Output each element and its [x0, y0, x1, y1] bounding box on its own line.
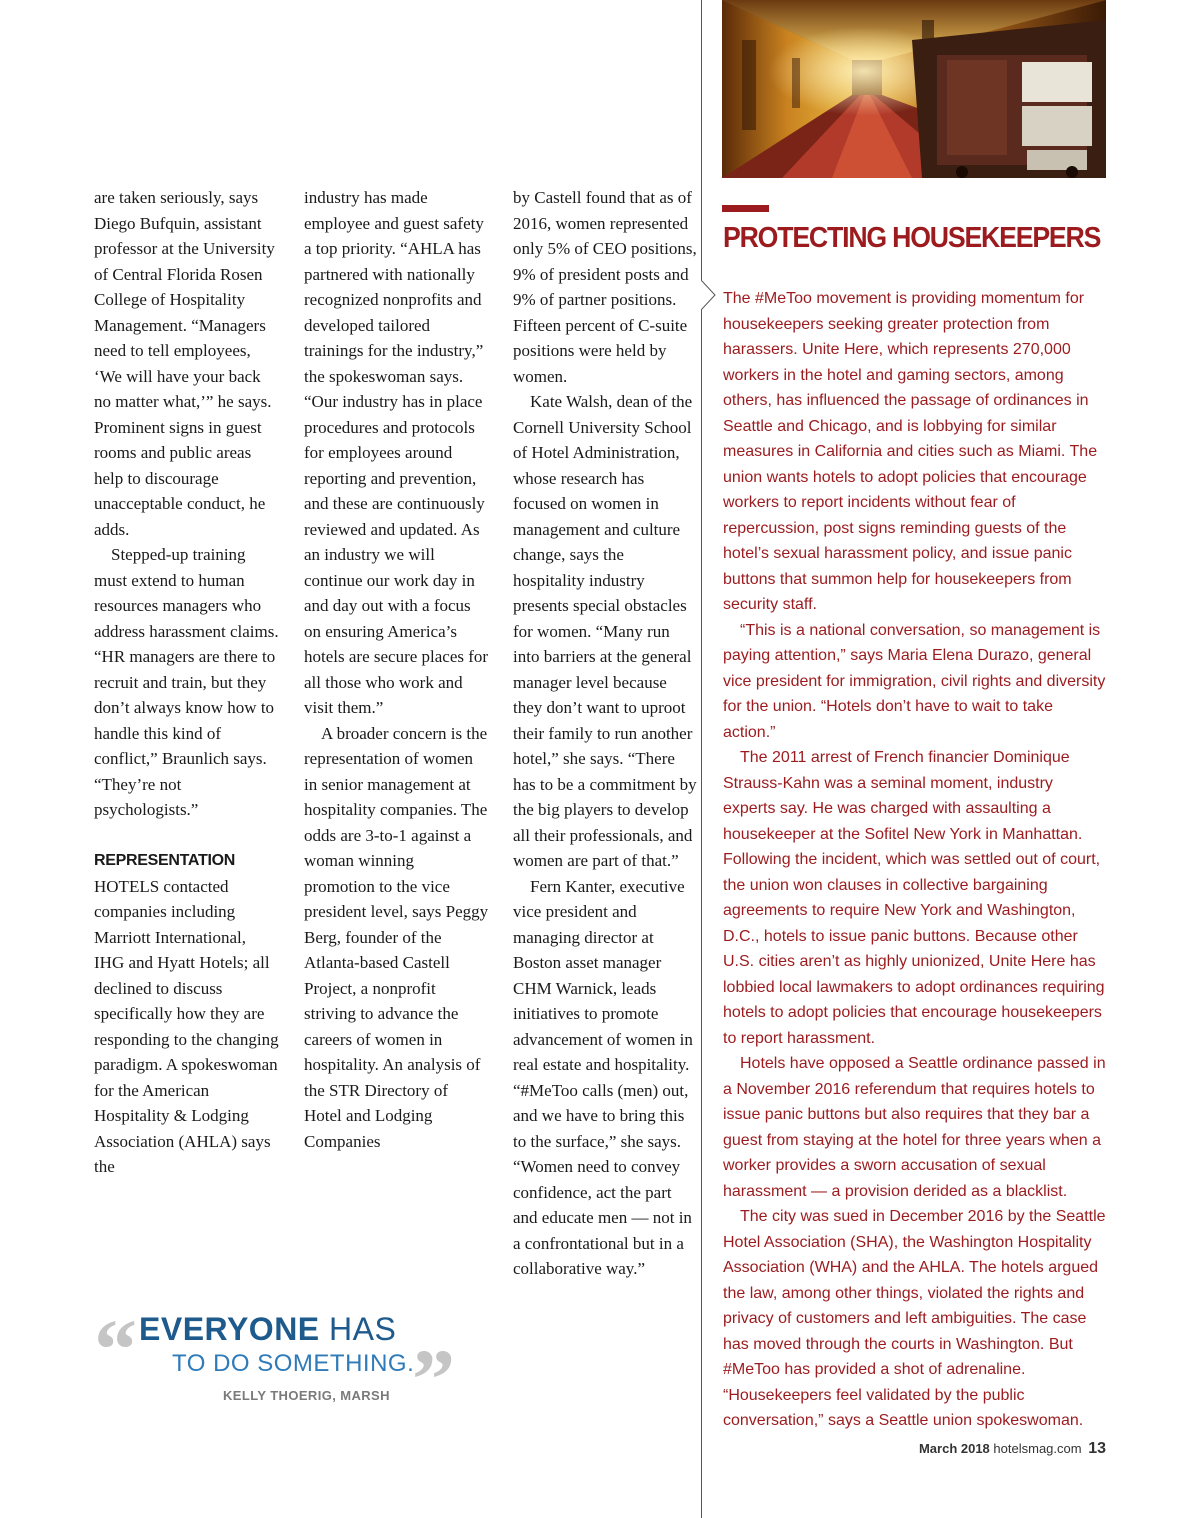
pull-quote-line-1-rest: HAS — [319, 1311, 397, 1347]
article-column-2 — [304, 185, 489, 1154]
divider-chevron — [701, 280, 717, 310]
close-quote-mark: ” — [412, 1331, 455, 1427]
body-paragraph: HOTELS contacted companies including Marriott International, IHG and Hyatt Hotels; all declined to discuss specifically how they are responding to the changing paradigm. A spokeswoman for the American Hospitality & Lodging Association (AHLA) says the — [94, 876, 279, 1176]
hotel-hallway-photo — [722, 0, 1106, 178]
pull-quote-attribution: KELLY THOERIG, MARSH — [223, 1388, 390, 1403]
page-number: 13 — [1088, 1440, 1106, 1457]
sidebar-paragraph: Hotels have opposed a Seattle ordinance passed in a November 2016 referendum that requires hotels to issue panic buttons but also requires that they bar a guest from staying at the hotel for three years when a worker provides a sworn accusation of sexual harassment — a provision derided as a blacklist. — [723, 1055, 1106, 1200]
sidebar-paragraph: The city was sued in December 2016 by the Seattle Hotel Association (SHA), the Washington Hospitality Association (WHA) and the AHLA. The hotels argued the law, among other things, violated the rights and privacy of customers and left ambiguities. The case has moved through the courts in Washington. But #MeToo has provided a shot of adrenaline. “Housekeepers feel validated by the public conversation,” says a Seattle union spokeswoman. — [723, 1208, 1106, 1429]
pull-quote-line-2: TO DO SOMETHING. — [172, 1350, 415, 1377]
site-url: hotelsmag.com — [993, 1441, 1082, 1456]
body-paragraph: Stepped-up training must extend to human resources managers who address harassment claims. “HR managers are there to recruit and train, but they don’t always know how to handle this kind of conflict,” Braunlich says. “They’re not psychologists.” — [94, 545, 279, 819]
open-quote-mark: “ — [94, 1301, 137, 1397]
body-paragraph: A broader concern is the representation of women in senior management at hospitality companies. The odds are 3-to-1 against a woman winning promotion to the vice president level, says Peggy Berg, founder of the Atlanta-based Castell Project, a nonprofit striving to advance the careers of women in hospitality. An analysis of the STR Directory of Hotel and Lodging Companies — [304, 723, 489, 1151]
issue-date: March 2018 — [918, 1441, 990, 1456]
body-paragraph: by Castell found that as of 2016, women represented only 5% of CEO positions, 9% of president posts and 9% of partner positions. Fifteen percent of C-suite positions were held by women. — [513, 188, 697, 386]
article-column-3 — [513, 185, 698, 1282]
body-paragraph: industry has made employee and guest safety a top priority. “AHLA has partnered with nationally recognized nonprofits and developed tailored trainings for the industry,” the spokeswoman says. “Our industry has in place procedures and protocols for employees around reporting and prevention, and these are continuously reviewed and updated. As an industry we will continue our work day in and day out with a focus on ensuring America’s hotels are secure places for all those who work and visit them.” — [304, 188, 489, 717]
sidebar-paragraph: The 2011 arrest of French financier Dominique Strauss-Kahn was a seminal moment, industry experts say. He was charged with assaulting a housekeeper at the Sofitel New York in Manhattan. Following the incident, which was settled out of court, the union won clauses in collective bargaining agreements to require New York and Washington, D.C., hotels to issue panic buttons. Because other U.S. cities aren’t as highly unionized, Unite Here has lobbied local lawmakers to adopt ordinances requiring hotels to adopt policies that encourage housekeepers to report harassment. — [723, 749, 1105, 1047]
page-footer — [919, 1440, 1106, 1458]
body-paragraph: Kate Walsh, dean of the Cornell University School of Hotel Administration, whose research has focused on women in management and culture change, says the hospitality industry presents special obstacles for women. “Many run into barriers at the general manager level because they don’t want to uproot their family to run another hotel,” she says. “There has to be a commitment by the big players to develop all their professionals, and women are part of that.” — [513, 392, 697, 870]
body-paragraph: are taken seriously, says Diego Bufquin, assistant professor at the University of Central Florida Rosen College of Hospitality Management. “Managers need to tell employees, ‘We will have your back no matter what,’” he says. Prominent signs in guest rooms and public areas help to discourage unacceptable conduct, he adds. — [94, 188, 275, 539]
sidebar-paragraph: The #MeToo movement is providing momentum for housekeepers seeking greater protection from harassers. Unite Here, which represents 270,000 workers in the hotel and gaming sectors, among others, has influenced the passage of ordinances in Seattle and Chicago, and is lobbying for similar measures in California and cities such as Miami. The union wants hotels to adopt policies that encourage workers to report incidents without fear of repercussion, post signs reminding guests of the hotel’s sexual harassment policy, and issue panic buttons that summon help for housekeepers from security staff. — [723, 290, 1098, 613]
sidebar-body — [723, 286, 1108, 1434]
sidebar-title: PROTECTING HOUSEKEEPERS — [723, 222, 1101, 254]
column-divider — [701, 0, 702, 1518]
pull-quote-line-1 — [139, 1310, 396, 1348]
sidebar-accent-rule — [722, 205, 769, 212]
sidebar-paragraph: “This is a national conversation, so management is paying attention,” says Maria Elena Durazo, general vice president for immigration, civil rights and diversity for the union. “Hotels don’t have to wait to take action.” — [723, 621, 1106, 741]
pull-quote-emphasis: EVERYONE — [139, 1311, 320, 1347]
article-column-1 — [94, 185, 279, 1180]
section-subhead: REPRESENTATION — [94, 852, 235, 869]
body-paragraph: Fern Kanter, executive vice president and managing director at Boston asset manager CHM Warnick, leads initiatives to promote advancement of women in real estate and hospitality. “#MeToo calls (men) out, and we have to bring this to the surface,” she says. “Women need to convey confidence, act the part and educate men — not in a confrontational but in a collaborative way.” — [513, 876, 693, 1278]
